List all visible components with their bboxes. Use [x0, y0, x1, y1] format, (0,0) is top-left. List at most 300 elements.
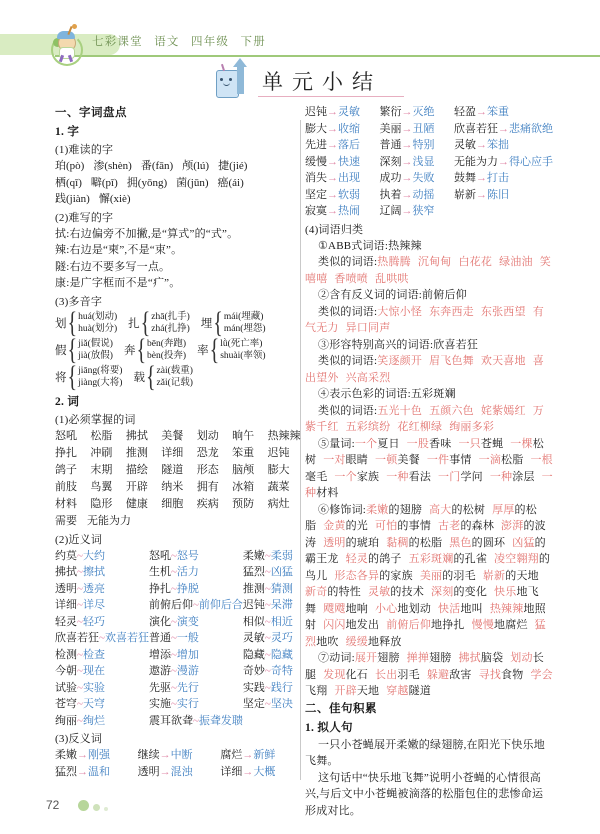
measure-quantifier: 一种	[305, 470, 553, 499]
pair-source: 怒吼	[148, 549, 171, 562]
vocab-word: 形态	[196, 463, 219, 476]
measure-quantifier: 一只	[458, 437, 481, 450]
modifier-noun: 的家族	[379, 569, 413, 582]
polyphonic-item	[128, 305, 190, 339]
brace-icon: {	[140, 305, 151, 339]
book-arrow-icon	[212, 64, 256, 100]
pair-source: 先驱	[148, 681, 171, 694]
modifier-phrase	[431, 586, 487, 598]
vocab-word: 热辣辣	[267, 429, 301, 442]
pair-source: 实施	[148, 698, 171, 710]
modifier-noun: 的光	[345, 520, 369, 532]
word-pair	[243, 614, 303, 631]
polyphonic-readings	[151, 311, 190, 336]
verb-phrase	[458, 652, 503, 664]
modifier-noun: 地发出	[345, 619, 380, 631]
similar-word: 眉飞色舞	[429, 355, 474, 367]
verb-object: 翅膀	[429, 652, 452, 664]
pair-arrow-icon: ~	[170, 648, 177, 661]
similar-word: 五颜六色	[429, 404, 474, 417]
word-pair	[305, 187, 380, 204]
similar-word: 有气无力	[305, 305, 544, 334]
pair-target: 详尽	[82, 599, 105, 611]
brace-icon: {	[136, 332, 147, 366]
modifier-noun: 的技术	[390, 586, 425, 598]
word-pair	[454, 104, 553, 121]
pair-arrow-icon: →	[77, 765, 88, 778]
verb-object: 羽毛	[397, 668, 420, 681]
verb-line	[305, 650, 553, 700]
brace-icon: {	[67, 332, 78, 366]
word-pair	[243, 564, 303, 581]
pair-target: 笨拙	[487, 139, 509, 151]
pair-arrow-icon: ~	[264, 698, 271, 710]
header-rule	[55, 55, 600, 57]
modifier-phrase	[368, 586, 424, 598]
pair-target: 猜测	[270, 582, 293, 595]
subsection-heading-zi: 1. 字	[55, 126, 80, 138]
pair-arrow-icon: ~	[77, 714, 83, 727]
measure-quantifier: 一对	[323, 454, 346, 466]
pair-source: 实践	[242, 681, 265, 694]
word-pair	[149, 663, 243, 680]
pair-source: 拂拭	[55, 566, 77, 578]
modifier-word: 新奇	[305, 586, 328, 598]
pair-arrow-icon: →	[476, 172, 487, 184]
vocab-word: 膨大	[267, 463, 290, 476]
pair-arrow-icon: ~	[170, 582, 177, 595]
modifier-word: 美丽	[419, 569, 443, 582]
pair-arrow-icon: →	[159, 765, 171, 778]
pair-source: 普通	[379, 139, 402, 151]
pair-arrow-icon: →	[327, 139, 338, 151]
pair-target: 先行	[176, 681, 199, 694]
pair-target: 实验	[82, 681, 105, 694]
word-pair	[55, 713, 149, 730]
hard-read-item: 践(jiàn)	[55, 193, 90, 205]
pair-source: 柔嫩	[55, 749, 77, 761]
pair-target: 大概	[253, 765, 276, 778]
word-pair	[243, 663, 303, 680]
subsection-heading-ci: 2. 词	[55, 395, 80, 408]
pair-arrow-icon: →	[498, 122, 509, 135]
word-pair	[380, 187, 455, 204]
vocab-word: 需要	[55, 514, 77, 527]
polyphonic-reading: bèn(投奔)	[147, 351, 187, 361]
pair-target: 振聋发聩	[198, 714, 243, 727]
modifier-phrase	[323, 603, 368, 615]
pair-arrow-icon: →	[401, 205, 413, 217]
similar-word: 东张西望	[480, 305, 526, 318]
verb-phrase	[355, 652, 400, 664]
pair-arrow-icon: ~	[170, 615, 177, 628]
modifier-word: 形态各异	[334, 569, 380, 582]
modifier-lead: ⑥修饰词:	[318, 503, 367, 516]
polyphonic-item	[133, 359, 193, 393]
hard-read-item: 栖(qī)	[55, 176, 82, 189]
pair-target: 失败	[412, 172, 435, 184]
verb-word: 拂拭	[458, 652, 481, 664]
vocab-word: 隧道	[161, 463, 184, 476]
pair-source: 绚丽	[55, 714, 77, 727]
word-pair	[380, 170, 455, 187]
vocab-word: 疾病	[196, 497, 219, 510]
word-pair	[55, 548, 149, 565]
modifier-phrase	[386, 619, 464, 631]
verb-word: 寻找	[478, 668, 502, 681]
modifier-word: 猛烈	[305, 619, 546, 648]
pair-target: 落后	[338, 139, 360, 151]
word-pair	[149, 564, 243, 581]
pair-arrow-icon: →	[327, 122, 338, 135]
pair-arrow-icon: ~	[170, 632, 177, 644]
pair-arrow-icon: →	[476, 188, 487, 201]
polyphonic-reading: mán(埋怨)	[223, 324, 266, 334]
modifier-phrase	[323, 537, 379, 549]
pair-source: 隐藏	[242, 648, 265, 661]
modifier-phrase	[323, 619, 379, 631]
personification-sentence: 一只小苍蝇展开柔嫩的绿翅膀,在阳光下快乐地飞舞。	[305, 738, 545, 767]
modifier-noun: 地飞舞	[305, 586, 539, 615]
modifier-phrase	[305, 586, 361, 598]
polyphonic-char: 划	[55, 318, 67, 330]
modifier-noun: 的霸王龙	[305, 536, 546, 565]
vocab-word: 隐形	[90, 497, 113, 510]
measure-quantifier: 一股	[406, 437, 430, 450]
hard-read-item: 噼(pī)	[90, 176, 118, 189]
verb-word: 开辟	[334, 685, 357, 697]
vocab-word: 详细	[161, 446, 184, 459]
modifier-noun: 的森林	[460, 520, 495, 532]
pair-source: 推测	[242, 582, 265, 595]
modifier-noun: 的圆环	[471, 536, 506, 549]
classification-item-verbs	[305, 650, 553, 700]
pair-target: 挣脱	[176, 582, 199, 595]
modifier-phrase	[346, 636, 402, 648]
pair-arrow-icon: ~	[77, 549, 83, 562]
word-pair	[55, 630, 149, 647]
similar-word: 兴高采烈	[345, 371, 391, 384]
modifier-noun: 的特性	[327, 586, 362, 598]
verb-word: 掸掸	[406, 652, 430, 664]
pair-arrow-icon: ~	[170, 681, 177, 694]
modifier-phrase	[323, 520, 368, 532]
vocab-word: 笨重	[232, 446, 255, 459]
hard-write-line: 拭:右边偏旁不加撇,是“算式”的“式”。	[55, 227, 239, 240]
pair-arrow-icon: →	[401, 139, 413, 151]
pair-target: 增加	[176, 648, 199, 661]
pair-arrow-icon: →	[498, 155, 509, 168]
modifier-word: 灵敏	[368, 586, 391, 598]
word-pair	[55, 747, 138, 764]
pair-source: 腐烂	[220, 749, 243, 761]
verb-phrase	[375, 669, 420, 681]
vocab-word: 蔬菜	[267, 480, 290, 493]
modifier-noun: 的变化	[453, 586, 488, 598]
vocab-word: 描绘	[125, 463, 148, 476]
measure-phrase	[458, 438, 503, 450]
polyphonic-row	[55, 332, 303, 366]
pair-target: 陈旧	[487, 188, 509, 201]
classification-lead: ②含有反义词的词语:前俯后仰	[318, 289, 467, 301]
vocab-word: 健康	[125, 497, 148, 510]
measure-quantifier: 一滴	[478, 454, 502, 466]
word-pair	[55, 614, 149, 631]
modifier-word: 凶猛	[512, 536, 535, 549]
modifier-phrase	[334, 570, 412, 582]
modifier-noun: 的松脂	[305, 503, 537, 532]
similar-word: 五彩缤纷	[345, 421, 391, 433]
verb-object: 隧道	[408, 685, 432, 697]
word-pair	[454, 154, 553, 171]
similar-word: 乱哄哄	[375, 272, 409, 285]
pair-arrow-icon: ~	[99, 632, 105, 644]
pair-source: 辽阔	[379, 205, 402, 217]
pair-arrow-icon: →	[327, 106, 338, 118]
group-label-synonyms: (2)近义词	[55, 533, 103, 546]
pair-target: 收缩	[338, 122, 360, 135]
modifier-word: 缓缓	[345, 635, 369, 648]
measure-noun: 涂层	[512, 470, 535, 483]
pair-source: 坚定	[305, 188, 327, 201]
verb-phrase	[427, 669, 472, 681]
pair-arrow-icon: →	[159, 749, 171, 761]
measure-quantifier: 一种	[386, 470, 409, 483]
pair-source: 增添	[148, 648, 171, 661]
pair-target: 绚烂	[82, 714, 105, 727]
modifier-noun: 地照射	[305, 602, 546, 631]
word-pair	[149, 581, 243, 598]
verb-phrase	[334, 685, 379, 697]
polyphonic-reading: jià(放假)	[78, 351, 113, 361]
pair-source: 崭新	[454, 188, 476, 201]
verb-word: 学会	[530, 668, 553, 681]
word-pair	[149, 647, 243, 664]
similar-word: 东奔西走	[429, 305, 474, 318]
modifier-line	[305, 502, 553, 651]
pair-target: 轻巧	[82, 615, 105, 628]
hard-write-list	[55, 226, 303, 292]
measure-noun: 松脂	[501, 454, 524, 466]
measure-phrase	[323, 454, 368, 466]
modifier-word: 崭新	[482, 569, 506, 582]
group-label-hard-read: (1)难读的字	[55, 144, 114, 156]
vocab-word: 鸽子	[55, 463, 77, 476]
polyphonic-reading: huà(划分)	[78, 324, 118, 334]
pair-arrow-icon: ~	[170, 665, 177, 677]
word-pair	[243, 630, 303, 647]
measure-phrase	[490, 471, 535, 483]
modifier-phrase	[375, 520, 431, 532]
vocab-word: 细胞	[161, 497, 184, 510]
pair-target: 出现	[338, 172, 360, 184]
modifier-word: 黏稠	[386, 536, 409, 549]
pair-source: 执着	[379, 188, 402, 201]
measure-quantifier: 一门	[438, 470, 461, 483]
polyphonic-char: 率	[197, 345, 209, 357]
verb-phrase	[323, 669, 368, 681]
measure-noun: 学问	[460, 470, 483, 483]
polyphonic-char: 载	[133, 372, 145, 384]
group-label-polyphonic: (3)多音字	[55, 295, 103, 308]
pair-source: 相似	[242, 615, 265, 628]
pair-source: 检测	[55, 648, 77, 661]
verb-word: 躲避	[426, 668, 450, 681]
pair-target: 天穹	[82, 698, 105, 710]
pair-source: 生机	[148, 566, 171, 578]
brace-icon: {	[213, 305, 223, 339]
polyphonic-list	[55, 305, 303, 393]
similar-word: 笑逐颜开	[377, 355, 423, 367]
word-pair	[243, 548, 303, 565]
modifier-phrase	[483, 570, 539, 582]
verb-phrase	[407, 652, 452, 664]
word-pair	[380, 121, 455, 138]
pair-arrow-icon: ~	[170, 698, 177, 710]
vocab-word: 末期	[90, 463, 113, 476]
modifier-noun: 的事情	[397, 520, 432, 532]
pair-target: 演变	[176, 615, 199, 628]
word-pair	[380, 154, 455, 171]
pair-target: 呆滞	[270, 599, 293, 611]
modifier-word: 闪闪	[323, 619, 346, 631]
pair-target: 快速	[338, 155, 360, 168]
modifier-noun: 地释放	[368, 635, 402, 648]
classification-similar	[305, 403, 553, 436]
similar-label: 类似的词语:	[318, 404, 378, 417]
word-pair	[305, 137, 380, 154]
measure-quantifier: 一件	[426, 454, 450, 466]
pair-source: 灵敏	[454, 139, 476, 151]
word-pair	[243, 647, 303, 664]
word-pair	[55, 647, 149, 664]
pair-source: 约莫	[55, 549, 77, 562]
pair-arrow-icon: →	[242, 765, 254, 778]
pair-arrow-icon: →	[242, 749, 254, 761]
vocab-word: 推测	[125, 446, 148, 459]
pair-target: 新鲜	[253, 749, 276, 761]
pair-source: 膨大	[305, 122, 327, 135]
pair-source: 鼓舞	[454, 172, 476, 184]
verb-object: 脑袋	[480, 652, 504, 664]
word-pair	[243, 696, 303, 713]
pair-source: 透明	[137, 765, 160, 778]
word-pair	[149, 680, 243, 697]
word-pair	[149, 713, 243, 730]
pair-source: 轻盈	[454, 106, 476, 118]
pair-source: 挣扎	[148, 582, 171, 595]
modifier-noun: 的孔雀	[453, 553, 488, 565]
vocab-word: 松脂	[90, 429, 113, 442]
measure-noun: 美餐	[397, 454, 420, 466]
modifier-word: 古老	[438, 520, 461, 532]
pair-arrow-icon: ~	[170, 566, 177, 578]
modifier-word: 飕飕	[323, 602, 346, 615]
pair-arrow-icon: ~	[264, 665, 271, 677]
page-title-text: 单元小结	[262, 70, 382, 94]
antonym-grid-right	[305, 104, 553, 220]
vocab-word: 冲刷	[90, 446, 113, 459]
vocab-word: 划动	[196, 429, 219, 442]
similar-word: 喜出望外	[305, 355, 544, 384]
pair-source: 深刻	[379, 155, 402, 168]
pair-arrow-icon: ~	[192, 714, 199, 727]
pair-arrow-icon: →	[401, 155, 413, 168]
pair-source: 成功	[379, 172, 402, 184]
pair-target: 浅显	[412, 155, 435, 168]
verb-word: 展开	[354, 652, 378, 664]
pair-source: 坚定	[242, 698, 265, 710]
polyphonic-item	[123, 332, 187, 366]
pair-target: 灵敏	[338, 106, 360, 118]
mascot-icon	[49, 28, 85, 62]
verb-word: 划动	[510, 652, 533, 664]
word-pair	[305, 104, 380, 121]
modifier-word: 可怕	[375, 520, 398, 532]
hard-read-item: 拥(yōng)	[126, 176, 168, 189]
pair-target: 透亮	[82, 582, 105, 595]
pair-source: 无能为力	[454, 155, 498, 168]
pair-target: 温和	[88, 765, 110, 778]
classification-similar	[305, 304, 553, 337]
modifier-phrase	[375, 603, 431, 615]
pair-arrow-icon: →	[327, 205, 338, 217]
header-brand: 七彩课堂	[92, 36, 143, 48]
pair-target: 前仰后合	[198, 599, 243, 611]
pair-source: 奇妙	[242, 665, 265, 677]
similar-word: 绚丽多彩	[449, 421, 495, 433]
pair-source: 透明	[55, 582, 77, 595]
page-header	[0, 28, 600, 62]
verb-word: 发现	[323, 668, 346, 681]
vocab-word: 无能为力	[87, 514, 131, 527]
vocab-word: 怒吼	[55, 429, 77, 442]
word-pair	[149, 696, 243, 713]
modifier-phrase	[429, 504, 485, 516]
similar-word: 欢天喜地	[480, 355, 526, 367]
header-title	[92, 33, 273, 49]
vocab-word: 迟钝	[267, 446, 290, 459]
modifier-phrase	[366, 504, 422, 516]
word-pair	[243, 581, 303, 598]
modifier-word: 轻灵	[345, 553, 369, 565]
hard-read-item: 番(fān)	[140, 160, 174, 172]
measure-noun: 看法	[408, 470, 432, 483]
pair-arrow-icon: →	[327, 172, 338, 184]
similar-word: 绿油油	[499, 256, 533, 268]
pair-target: 得心应手	[509, 155, 553, 168]
modifier-phrase	[472, 619, 528, 631]
vocab-word: 纳米	[161, 480, 184, 493]
polyphonic-char: 假	[55, 345, 67, 357]
word-pair	[220, 747, 303, 764]
pair-arrow-icon: ~	[192, 599, 199, 611]
pair-target: 奇特	[270, 665, 293, 677]
word-pair	[55, 581, 149, 598]
hard-read-item: 颅(lú)	[182, 160, 210, 172]
modifier-word: 凌空翱翔	[494, 553, 539, 565]
group-label-must-master: (1)必须掌握的词	[55, 413, 136, 426]
pair-source: 迟钝	[242, 599, 265, 611]
similar-label: 类似的词语:	[318, 355, 378, 367]
pair-source: 繁衍	[379, 106, 402, 118]
word-pair	[454, 187, 553, 204]
hard-read-row	[55, 191, 303, 208]
modifier-word: 前俯后仰	[386, 619, 432, 631]
pair-arrow-icon: →	[327, 155, 338, 168]
polyphonic-reading: shuài(率领)	[220, 351, 266, 361]
synonym-grid	[55, 548, 303, 730]
